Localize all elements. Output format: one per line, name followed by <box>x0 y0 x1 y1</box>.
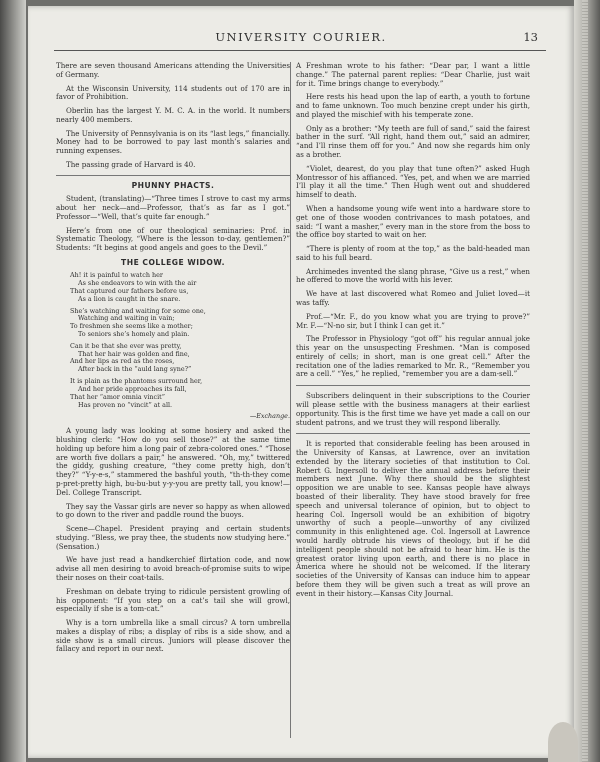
joke-paragraph: Freshman on debate trying to ridicule persistent growling of his opponent: “If you step on a cat’s tail she will growl, especially if she is a tom-cat.” <box>56 586 290 614</box>
poem-title: THE COLLEGE WIDOW. <box>121 257 225 267</box>
newspaper-page <box>28 6 574 758</box>
joke-paragraph: “Violet, dearest, do you play that tune often?” asked Hugh Montressor of his affianced. “Yes, pet, and when we are married I’ll play it all the time.” Then Hugh went out and shuddered himself to death. <box>296 163 530 200</box>
scanner-thumb <box>548 722 578 762</box>
news-item: The passing grade of Harvard is 40. <box>66 160 196 170</box>
header-rule <box>54 50 546 51</box>
poem-stanza <box>56 272 290 303</box>
page-stack-edge <box>582 0 588 762</box>
poem-stanza <box>56 343 290 374</box>
left-page-edge <box>0 0 26 762</box>
joke-paragraph: Why is a torn umbrella like a small circus? A torn umbrella makes a display of ribs; a display of ribs is a side show, and a side show is a small circus. Juniors will please discover the fallacy and report in our next. <box>56 618 290 654</box>
news-item: There are seven thousand Americans attending the Universities of Germany. <box>56 61 290 79</box>
poem-attribution: —Exchange. <box>249 412 290 421</box>
poem-line: After back in the “auld lang syne?” <box>78 365 192 374</box>
joke-paragraph: The Professor in Physiology “got off” his regular annual joke this year on the unsuspecting Freshmen. “Man is composed entirely of cells; in short, man is one great cell.” After the recitation one of the ladies remarked to Mr. R., “Remember you are a cell.” “Yes,” he replied, “remember you are a dam-sell.” <box>296 334 530 379</box>
column-divider <box>290 62 291 738</box>
joke-paragraph: Student, (translating)—“Three times I strove to cast my arms about her neck—and—Professor, that’s as far as I got.” Professor—“Well, that’s quite far enough.” <box>56 194 290 221</box>
right-column <box>296 62 530 603</box>
kansas-article: It is reported that considerable feeling has been aroused in the University of Kansas, at Lawrence, over an invitation extended by the literary societies of that institution to Col. Robert G. Ingersoll to deliver the annual address before their members next June. Why there should be the slightest opposition we are unable to see. Kansas people have always boasted of their liberality. They have stood bravely for free speech and universal tolerance of opinion, but to object to hearing Col. Ingersoll would be an exhibition of bigotry unworthy of such a people—unworthy of any civilized community in this enlightened age. Col. Ingersoll at Lawrence would hardly obtrude his views of theology, but if he did intelligent people should not be afraid to hear him. He is the greatest orator living upon earth, and there is no place in America where he should not be welcomed. If the literary societies of the University of Kansas can induce him to appear before them they will be given such a treat as will prove an event in their history.—Kansas City Journal. <box>296 439 530 598</box>
poem-line: To seniors she’s homely and plain. <box>78 330 190 338</box>
section-rule <box>296 385 530 386</box>
joke-paragraph: When a handsome young wife went into a hardware store to get one of those wooden contrivances to mash potatoes, and said: “I want a masher,” every man in the store from the boss to the office boy started to wait on her. <box>296 203 530 240</box>
joke-paragraph: We have at last discovered what Romeo and Juliet loved—it was taffy. <box>296 289 530 307</box>
news-item: Oberlin has the largest Y. M. C. A. in the world. It numbers nearly 400 members. <box>56 106 290 124</box>
news-item: The University of Pennsylvania is on its “last legs,” financially. Money had to be borrowed to pay last month’s salaries and running expenses. <box>56 128 290 156</box>
section-rule <box>296 433 530 434</box>
joke-paragraph: A Freshman wrote to his father: “Dear par, I want a little change.” The paternal parent replies: “Dear Charlie, just wait for it. Time brings change to everybody.” <box>296 61 530 88</box>
poem-line: And her pride approaches its fall, <box>78 384 187 393</box>
left-column <box>56 62 290 659</box>
poem-line: She’s watching and waiting for some one, <box>70 306 206 315</box>
poem-line: That her “amor omnia vincit” <box>70 392 165 401</box>
joke-paragraph: Archimedes invented the slang phrase, “Give us a rest,” when he offered to move the world with his lever. <box>296 266 530 285</box>
poem-line: As a lion is caught in the snare. <box>78 294 181 303</box>
section-heading-phunny-phacts: PHUNNY PHACTS. <box>56 175 290 190</box>
poem-line: Watching and waiting in vain; <box>78 314 175 323</box>
poem-stanza <box>56 308 290 339</box>
joke-paragraph: Here rests his head upon the lap of earth, a youth to fortune and to fame unknown. Too much benzine crept under his girth, and played the mischief with his temperate zone. <box>296 92 530 119</box>
joke-paragraph: A young lady was looking at some hosiery and asked the blushing clerk: “How do you sell those?” at the same time holding up before him a long pair of zebra-colored ones.” “Those are worth five dollars a pair,” he answered. “Oh, my,” twittered the giddy, gushing creature, “they come pretty high, don’t they?” “Y-y-e-s,” stammered the bashful youth, “th-th-they come p-pret-pretty high, bu-bu-but y-y-you are pretty tall, you know!—Del. College Transcript. <box>56 426 290 497</box>
subscribers-notice: Subscribers delinquent in their subscriptions to the Courier will please settle with the business managers at their earliest opportunity. This is the first time we have yet made a call on our student patrons, and we trust they will respond liberally. <box>296 391 530 427</box>
poem-line: That captured our fathers before us, <box>70 286 189 295</box>
joke-paragraph: “There is plenty of room at the top,” as the bald-headed man said to his full beard. <box>296 244 530 262</box>
page-title: UNIVERSITY COURIER. <box>215 30 387 44</box>
poem-stanza <box>56 378 290 409</box>
poem-line: Has proven no “vincit” at all. <box>78 400 173 409</box>
poem-line: To freshmen she seems like a mother; <box>70 322 193 331</box>
joke-paragraph: Scene—Chapel. President praying and certain students studying. “Bless, we pray thee, the students now studying here.” (Sensation.) <box>56 524 290 551</box>
poem-line: Ah! it is painful to watch her <box>70 271 163 280</box>
poem-the-college-widow <box>56 272 290 409</box>
page-number: 13 <box>523 30 538 44</box>
joke-paragraph: They say the Vassar girls are never so happy as when allowed to go down to the river and paddle round the buoys. <box>56 501 290 520</box>
poem-line: It is plain as the phantoms surround her, <box>70 377 203 386</box>
news-item: At the Wisconsin University, 114 students out of 170 are in favor of Prohibition. <box>56 83 290 102</box>
poem-line: That her hair was golden and fine, <box>78 349 190 358</box>
page-header <box>28 30 574 52</box>
poem-line: As she endeavors to win with the air <box>78 279 197 288</box>
poem-line: Can it be that she ever was pretty, <box>70 341 182 350</box>
joke-paragraph: We have just read a handkerchief flirtation code, and now advise all men desiring to avoid breach-of-promise suits to wipe their noses on their coat-tails. <box>56 555 290 582</box>
joke-paragraph: Only as a brother: “My teeth are full of sand,” said the fairest bather in the surf. “All right, hand them out,” said an admirer, “and I’ll rinse them off for you.” And now she regards him only as a brother. <box>296 123 530 160</box>
poem-line: And her lips as red as the roses, <box>70 357 175 366</box>
joke-paragraph: Here’s from one of our theological seminaries: Prof. in Systematic Theology, “Where is the lesson to-day, gentlemen?” Students: “It begins at good angels and goes to the Devil.” <box>56 225 290 253</box>
joke-paragraph: Prof.—“Mr. F., do you know what you are trying to prove?” Mr. F.—“N-no sir, but I think I can get it.” <box>296 311 530 330</box>
